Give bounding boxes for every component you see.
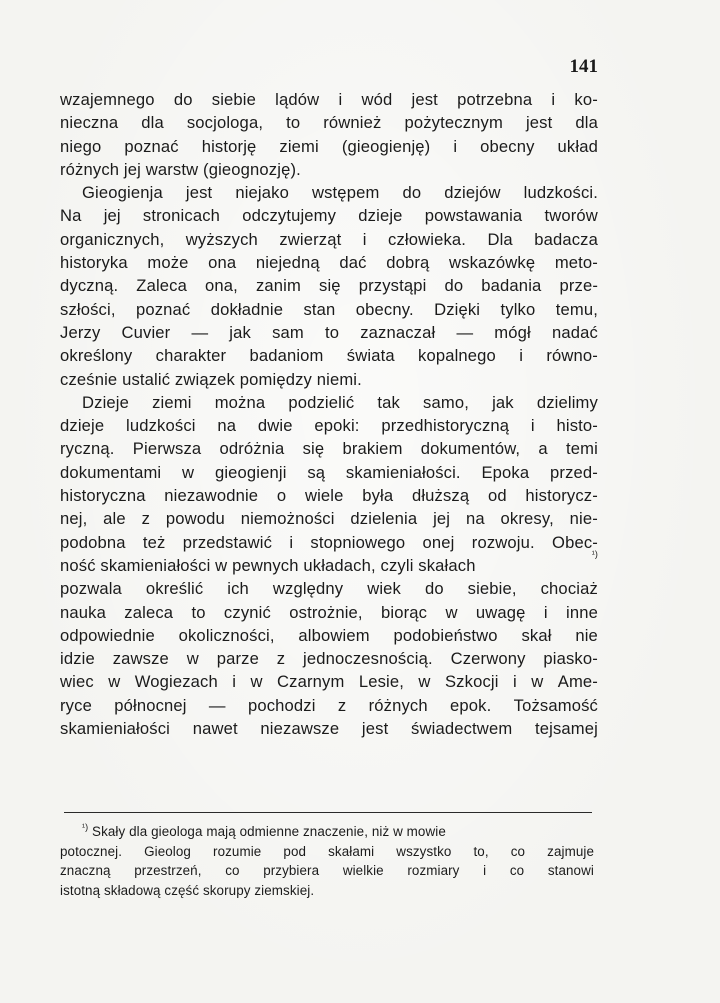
- word: w: [250, 672, 263, 692]
- word: dla: [575, 113, 598, 133]
- word: to: [286, 113, 301, 133]
- word: człowieka.: [388, 229, 467, 249]
- word: przed-: [550, 462, 598, 482]
- word: a: [538, 439, 548, 459]
- text-line: [60, 647, 598, 670]
- text-line: [60, 251, 598, 274]
- word: określić: [145, 579, 204, 599]
- word: dobrą: [386, 253, 430, 273]
- text-line: [60, 531, 598, 554]
- justified-line: [60, 717, 598, 740]
- word: jest: [185, 183, 213, 203]
- word: Obec-: [552, 532, 598, 552]
- word: do: [173, 90, 193, 109]
- word: Szkocji: [444, 672, 499, 692]
- justified-line: [60, 694, 598, 717]
- justified-line: [60, 414, 598, 437]
- word: idzie: [60, 649, 95, 669]
- word: ludzkości.: [523, 183, 598, 203]
- word: siebie: [211, 90, 257, 109]
- word: biorąc: [381, 602, 428, 622]
- justified-line: [60, 861, 594, 881]
- text-line: [60, 694, 598, 717]
- word: pod: [283, 843, 307, 859]
- word: stronicach: [142, 206, 221, 226]
- word: tworów: [544, 206, 598, 226]
- word: ziemi: [152, 392, 192, 412]
- word: była: [362, 486, 394, 506]
- word: przystąpi: [358, 276, 427, 296]
- word: o: [276, 486, 287, 506]
- footnote-reference[interactable]: ¹): [591, 548, 598, 559]
- word: jej: [433, 509, 451, 529]
- word: histo-: [556, 416, 598, 436]
- word: jednoczesnością.: [303, 649, 433, 669]
- word: ona,: [205, 276, 238, 296]
- word: pozwala: [60, 579, 122, 599]
- word: prze-: [559, 276, 598, 296]
- word: kopalnego: [418, 346, 496, 366]
- word: pożytecznym: [404, 113, 503, 133]
- word: sam: [272, 322, 304, 342]
- footnote: [60, 822, 594, 900]
- word: potocznej.: [60, 843, 123, 859]
- word: co: [225, 863, 240, 879]
- word: odczytujemy: [242, 206, 337, 226]
- word: jak: [229, 322, 251, 342]
- word: rozwoju.: [471, 532, 535, 552]
- word: brakiem: [342, 439, 403, 459]
- word: badania: [481, 276, 542, 296]
- word: jej: [103, 206, 121, 226]
- word: i: [289, 532, 294, 552]
- text-line: [60, 298, 598, 321]
- justified-line: [60, 344, 598, 367]
- word: Tożsamość: [513, 695, 598, 715]
- word: ludzkości: [126, 416, 196, 436]
- word: i: [551, 90, 556, 109]
- word: pochodzi: [247, 695, 316, 715]
- word: potrzebna: [457, 90, 533, 109]
- footnote-divider: [64, 812, 592, 813]
- word: Ame-: [557, 672, 598, 692]
- text-line: ność skamieniałości w pewnych układach, czyli skałach ¹): [60, 554, 598, 577]
- word: jest: [361, 719, 389, 739]
- word: poznać: [124, 136, 179, 156]
- word: siebie,: [467, 579, 517, 599]
- word: w: [531, 672, 544, 692]
- word: historyczna: [60, 486, 146, 506]
- word: i: [362, 229, 367, 249]
- word: Jerzy: [60, 322, 101, 342]
- word: nie-: [569, 509, 598, 529]
- word: rozumie: [213, 843, 262, 859]
- word: albowiem: [298, 625, 370, 645]
- word: ona: [208, 253, 237, 273]
- justified-line: [60, 461, 598, 484]
- word: różnych: [368, 695, 428, 715]
- word: może: [147, 253, 189, 273]
- word: Gieolog: [144, 843, 191, 859]
- word: do: [424, 579, 444, 599]
- word: układ: [557, 136, 598, 156]
- word: zawsze: [112, 649, 169, 669]
- paragraph-1: [60, 88, 598, 181]
- word: badacza: [534, 229, 598, 249]
- word: to: [191, 602, 206, 622]
- footnote-line: $^{^1)}$ Skały dla gieologa mają odmienne znaczenie, niż w mowie: [82, 822, 446, 839]
- word: skamieniałości: [60, 719, 170, 739]
- word: tylko: [500, 299, 536, 319]
- word: przedhistoryczną: [381, 416, 510, 436]
- word: jest: [525, 113, 553, 133]
- word: Czerwony: [450, 649, 526, 669]
- justified-line: [60, 507, 598, 530]
- text-line: [60, 717, 598, 740]
- word: Dzięki: [434, 299, 481, 319]
- word: i: [519, 346, 524, 366]
- text-line: [60, 181, 598, 204]
- word: na: [465, 509, 485, 529]
- justified-line: [60, 204, 598, 227]
- word: dziejów: [444, 183, 501, 203]
- word: lądów: [275, 90, 320, 109]
- word: i: [483, 863, 487, 879]
- word: od: [487, 486, 507, 506]
- justified-line: [60, 624, 598, 647]
- word: dłuższą: [411, 486, 470, 506]
- word: powodu: [165, 509, 225, 529]
- justified-line: [60, 670, 598, 693]
- word: parze: [216, 649, 259, 669]
- text-line: [60, 601, 598, 624]
- word: ko-: [574, 90, 598, 109]
- word: nie: [575, 625, 598, 645]
- word: równo-: [546, 346, 598, 366]
- word: chociaż: [540, 579, 598, 599]
- word: —: [456, 322, 474, 342]
- word: epoki:: [314, 416, 360, 436]
- word: zaleca: [124, 602, 174, 622]
- word: ziemi: [279, 136, 319, 156]
- word: podobieństwo: [393, 625, 498, 645]
- word: odpowiednie: [60, 625, 155, 645]
- word: —: [191, 322, 209, 342]
- word: co: [509, 863, 525, 879]
- word: skał: [521, 625, 552, 645]
- word: na: [217, 416, 237, 436]
- word: piasko-: [543, 649, 598, 669]
- text-line: [60, 88, 598, 111]
- word: świata: [346, 346, 395, 366]
- paragraph-3: [60, 391, 598, 740]
- word: niemożności: [240, 509, 335, 529]
- word: meto-: [554, 253, 598, 273]
- word: socjologa,: [186, 113, 264, 133]
- word: wskazówkę: [449, 253, 536, 273]
- page-number: 141: [569, 56, 598, 77]
- word: z: [276, 649, 286, 669]
- word: dla: [141, 113, 164, 133]
- word: okoliczności,: [178, 625, 275, 645]
- word: Cuvier: [121, 322, 171, 342]
- word: dzielimy: [536, 392, 598, 412]
- word: mógł: [494, 322, 531, 342]
- word: obecny.: [355, 299, 414, 319]
- word: dzieje: [60, 416, 105, 436]
- word: Dzieje: [82, 392, 130, 412]
- word: względny: [272, 579, 344, 599]
- word: Gieogienja: [82, 183, 163, 203]
- word: gieogienji: [214, 462, 287, 482]
- word: wód: [361, 90, 393, 109]
- word: dać: [339, 253, 367, 273]
- word: wstępem: [311, 183, 380, 203]
- word: jest: [411, 90, 438, 109]
- text-line: [60, 670, 598, 693]
- word: wyższych: [185, 229, 258, 249]
- word: historyka: [60, 253, 128, 273]
- word: przestrzeń,: [134, 863, 202, 879]
- text-line: [60, 321, 598, 344]
- word: skamieniałości.: [345, 462, 461, 482]
- word: odróżnia: [219, 439, 285, 459]
- word: i: [338, 90, 343, 109]
- justified-line: [60, 842, 594, 862]
- word: nadać: [551, 322, 598, 342]
- word: ostrożnie,: [289, 602, 363, 622]
- text-line: [60, 484, 598, 507]
- justified-line: [60, 577, 598, 600]
- justified-line: [60, 274, 598, 297]
- word: rozmiary: [407, 863, 460, 879]
- justified-line: [60, 531, 598, 554]
- word: w: [182, 462, 195, 482]
- word: badaniom: [249, 346, 324, 366]
- text-line: [60, 437, 598, 460]
- word: poznać: [135, 299, 191, 319]
- footnote-line: [60, 861, 594, 881]
- justified-line: [60, 135, 598, 158]
- word: organicznych,: [60, 229, 165, 249]
- text-line: [60, 624, 598, 647]
- text-line: [60, 274, 598, 297]
- word: stan: [303, 299, 336, 319]
- word: również: [323, 113, 382, 133]
- word: temi: [566, 439, 598, 459]
- word: podzielić: [288, 392, 355, 412]
- word: charakter: [155, 346, 227, 366]
- word: Lesie,: [358, 672, 405, 692]
- text-line: cześnie ustalić związek pomiędzy niemi.: [60, 369, 362, 389]
- word: niezawsze: [260, 719, 340, 739]
- word: to: [324, 322, 340, 342]
- word: Czarnym: [277, 672, 345, 692]
- justified-line: [60, 111, 598, 134]
- word: niejako: [235, 183, 289, 203]
- word: wielkie: [342, 863, 384, 879]
- word: też: [142, 532, 166, 552]
- word: historję: [201, 136, 257, 156]
- word: Epoka: [481, 462, 530, 482]
- word: tejsamej: [534, 719, 598, 739]
- word: temu,: [555, 299, 598, 319]
- word: do: [402, 183, 422, 203]
- text-line: [60, 507, 598, 530]
- word: obecny: [480, 136, 535, 156]
- word: ryczną.: [60, 439, 115, 459]
- word: ryce: [60, 695, 92, 715]
- word: niejedną: [255, 253, 320, 273]
- footnote-marker: ¹): [82, 822, 89, 832]
- word: Wogiezach: [134, 672, 218, 692]
- paragraph-2: [60, 181, 598, 391]
- word: niezawodnie: [164, 486, 259, 506]
- word: wiek: [367, 579, 401, 599]
- word: i: [530, 416, 535, 436]
- word: ale: [103, 509, 126, 529]
- word: dwie: [257, 416, 293, 436]
- word: znaczną: [60, 863, 111, 879]
- word: samo,: [423, 392, 469, 412]
- word: w: [108, 672, 121, 692]
- footnote-line: [60, 842, 594, 862]
- justified-line: [60, 228, 598, 251]
- word: to,: [473, 843, 489, 859]
- word: nieczna: [60, 113, 119, 133]
- word: powstawania: [424, 206, 523, 226]
- word: i: [232, 672, 237, 692]
- word: z: [141, 509, 151, 529]
- word: okresy,: [500, 509, 554, 529]
- word: przybiera: [263, 863, 320, 879]
- word: szłości,: [60, 299, 116, 319]
- text-line: [60, 228, 598, 251]
- word: się: [319, 276, 341, 296]
- justified-line: [60, 298, 598, 321]
- word: nauka: [60, 602, 106, 622]
- word: dzieje: [358, 206, 403, 226]
- text-line: [60, 461, 598, 484]
- justified-line: [60, 321, 598, 344]
- text-line: [60, 414, 598, 437]
- word: zwierząt: [279, 229, 342, 249]
- word: świadectwem: [411, 719, 513, 739]
- justified-line: [60, 647, 598, 670]
- word: przedstawić: [182, 532, 273, 552]
- main-text: [60, 88, 598, 740]
- text-line: [60, 344, 598, 367]
- word: wiele: [304, 486, 344, 506]
- word: stopniowego: [310, 532, 406, 552]
- text-line: [60, 204, 598, 227]
- word: inne: [566, 602, 598, 622]
- justified-line: [60, 437, 598, 460]
- word: nawet: [192, 719, 238, 739]
- word: jak: [492, 392, 514, 412]
- word: co: [510, 843, 526, 859]
- word: i: [543, 602, 548, 622]
- word: są: [307, 462, 326, 482]
- word: określony: [60, 346, 133, 366]
- text-line: [60, 577, 598, 600]
- word: onej: [422, 532, 455, 552]
- word: historycz-: [525, 486, 598, 506]
- text-line: [60, 135, 598, 158]
- word: tak: [377, 392, 400, 412]
- word: północnej: [114, 695, 187, 715]
- word: Na: [60, 206, 82, 226]
- word: i: [453, 136, 458, 156]
- word: czynić: [223, 602, 271, 622]
- justified-line: [60, 251, 598, 274]
- text-line: [60, 391, 598, 414]
- word: dokumentami: [60, 462, 162, 482]
- word: wszystko: [396, 843, 452, 859]
- word: skałami: [328, 843, 375, 859]
- word: dzielenia: [350, 509, 418, 529]
- word: w: [445, 602, 458, 622]
- justified-line: [82, 391, 598, 414]
- word: w: [186, 649, 199, 669]
- word: dokumentów,: [420, 439, 521, 459]
- word: zanim: [255, 276, 301, 296]
- word: w: [418, 672, 431, 692]
- word: ich: [227, 579, 249, 599]
- justified-line: [82, 181, 598, 204]
- word: Zaleca: [136, 276, 187, 296]
- word: zaznaczał: [360, 322, 436, 342]
- word: epok.: [450, 695, 492, 715]
- word: do: [444, 276, 464, 296]
- word: dokładnie: [210, 299, 284, 319]
- justified-line: [60, 88, 598, 111]
- word: wiec: [60, 672, 94, 692]
- word: uwagę: [475, 602, 526, 622]
- text-line: różnych jej warstw (gieognozję).: [60, 159, 301, 179]
- word: stanowi: [547, 863, 594, 879]
- word: się: [302, 439, 325, 459]
- word: nej,: [60, 509, 88, 529]
- word: dyczną.: [60, 276, 119, 296]
- word: i: [512, 672, 517, 692]
- word: wzajemnego: [60, 90, 155, 109]
- justified-line: [60, 601, 598, 624]
- word: —: [208, 695, 226, 715]
- word: można: [214, 392, 266, 412]
- word: (gieogienję): [341, 136, 431, 156]
- word: z: [337, 695, 347, 715]
- word: podobna: [60, 532, 126, 552]
- word: Dla: [487, 229, 513, 249]
- word: zajmuje: [547, 843, 594, 859]
- word: Pierwsza: [132, 439, 202, 459]
- justified-line: [60, 484, 598, 507]
- text-line: [60, 111, 598, 134]
- footnote-line: istotną składową część skorupy ziemskiej.: [60, 882, 315, 898]
- word: niego: [60, 136, 102, 156]
